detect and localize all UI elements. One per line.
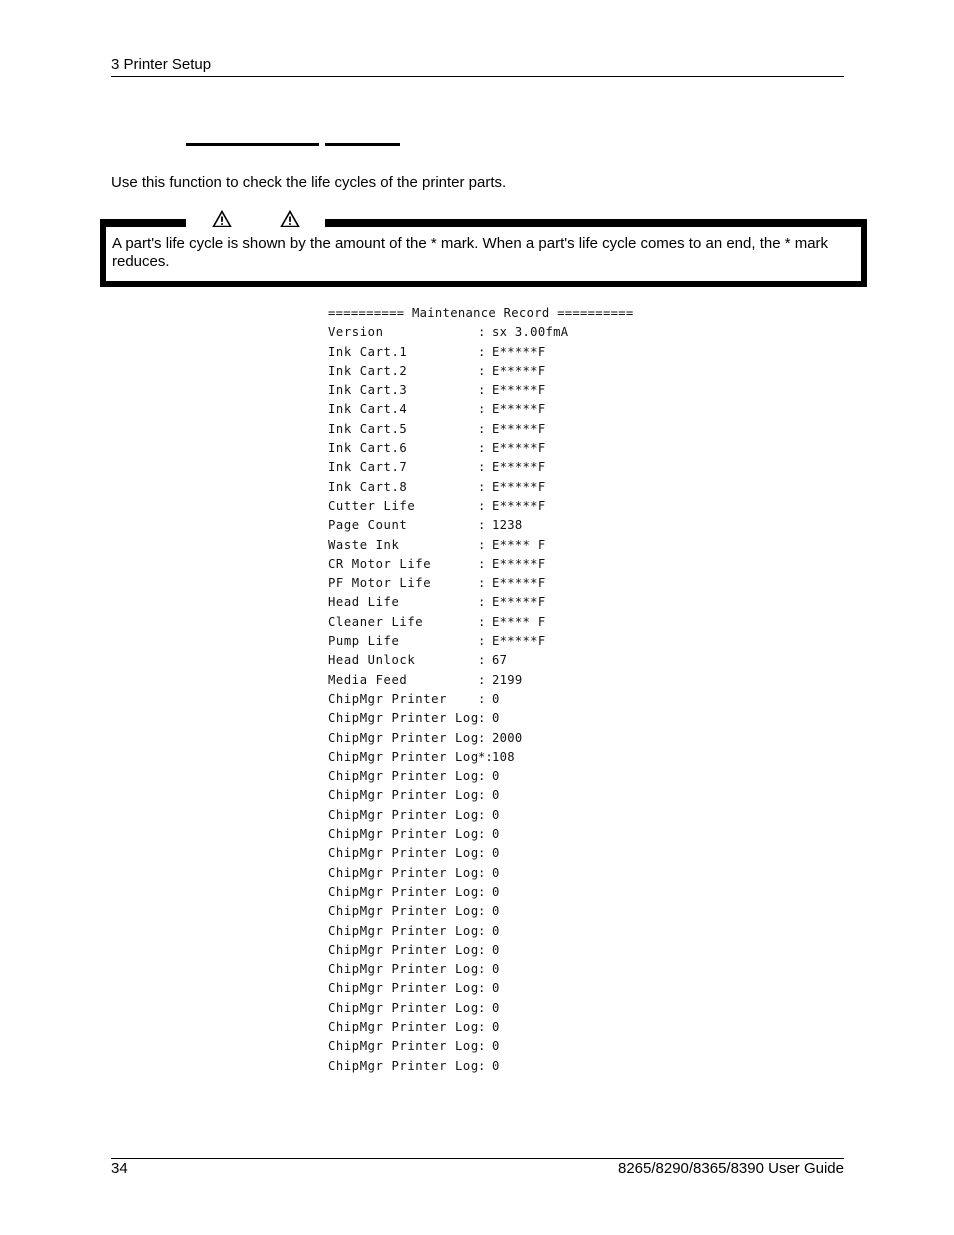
- record-label: Page Count: [328, 518, 408, 533]
- record-separator: :: [478, 498, 486, 513]
- record-separator: :: [478, 904, 486, 919]
- record-value: 67: [492, 653, 508, 668]
- record-row: [328, 632, 648, 651]
- record-row: [328, 536, 648, 555]
- record-label: ChipMgr Printer Log: [328, 884, 479, 899]
- record-row: [328, 1057, 648, 1076]
- record-row: [328, 883, 648, 902]
- record-separator: *:: [478, 749, 493, 764]
- record-label: Ink Cart.5: [328, 421, 408, 436]
- record-value: E*****F: [492, 479, 546, 494]
- record-separator: :: [478, 923, 486, 938]
- intro-paragraph: Use this function to check the life cycles of the printer parts.: [111, 174, 507, 191]
- record-value: 108: [492, 749, 515, 764]
- record-separator: :: [478, 1019, 486, 1034]
- record-label: Ink Cart.2: [328, 363, 408, 378]
- record-row: [328, 497, 648, 516]
- record-label: Head Unlock: [328, 653, 416, 668]
- record-label: ChipMgr Printer Log: [328, 749, 479, 764]
- record-value: E*****F: [492, 460, 546, 475]
- record-separator: :: [478, 518, 486, 533]
- record-separator: :: [478, 865, 486, 880]
- record-separator: :: [478, 942, 486, 957]
- record-separator: :: [478, 595, 486, 610]
- record-row: [328, 400, 648, 419]
- record-value: E**** F: [492, 537, 546, 552]
- record-value: 0: [492, 942, 500, 957]
- record-label: ChipMgr Printer Log: [328, 962, 479, 977]
- record-value: 0: [492, 904, 500, 919]
- record-value: 0: [492, 769, 500, 784]
- record-row: [328, 651, 648, 670]
- record-row: [328, 478, 648, 497]
- section-title-bar: [186, 143, 319, 146]
- footer-rule: [111, 1158, 844, 1159]
- record-label: ChipMgr Printer Log: [328, 1039, 479, 1054]
- record-rows: [328, 323, 648, 1076]
- record-separator: :: [478, 788, 486, 803]
- record-value: E*****F: [492, 576, 546, 591]
- record-row: [328, 613, 648, 632]
- warning-triangle-icon: [280, 210, 300, 228]
- record-separator: :: [478, 537, 486, 552]
- record-value: 0: [492, 788, 500, 803]
- record-row: [328, 729, 648, 748]
- record-row: [328, 748, 648, 767]
- record-row: [328, 786, 648, 805]
- record-row: [328, 902, 648, 921]
- record-separator: :: [478, 614, 486, 629]
- record-separator: :: [478, 691, 486, 706]
- record-separator: :: [478, 344, 486, 359]
- record-row: [328, 671, 648, 690]
- record-value: 0: [492, 1019, 500, 1034]
- record-value: E*****F: [492, 421, 546, 436]
- record-separator: :: [478, 556, 486, 571]
- record-label: ChipMgr Printer Log: [328, 904, 479, 919]
- record-title: ========== Maintenance Record ==========: [328, 306, 634, 320]
- record-label: ChipMgr Printer Log: [328, 865, 479, 880]
- record-row: [328, 439, 648, 458]
- record-label: ChipMgr Printer Log: [328, 1000, 479, 1015]
- record-value: 0: [492, 865, 500, 880]
- record-separator: :: [478, 884, 486, 899]
- record-label: PF Motor Life: [328, 576, 432, 591]
- record-separator: :: [478, 981, 486, 996]
- record-value: 2000: [492, 730, 523, 745]
- record-separator: :: [478, 421, 486, 436]
- record-row: [328, 960, 648, 979]
- record-separator: :: [478, 827, 486, 842]
- record-value: E*****F: [492, 595, 546, 610]
- record-label: ChipMgr Printer Log: [328, 807, 479, 822]
- record-label: Cleaner Life: [328, 614, 424, 629]
- record-value: E*****F: [492, 363, 546, 378]
- record-row: [328, 516, 648, 535]
- record-label: ChipMgr Printer Log: [328, 730, 479, 745]
- record-value: 0: [492, 884, 500, 899]
- record-value: E*****F: [492, 402, 546, 417]
- record-value: E*****F: [492, 634, 546, 649]
- record-value: E*****F: [492, 498, 546, 513]
- record-label: Ink Cart.1: [328, 344, 408, 359]
- record-separator: :: [478, 769, 486, 784]
- guide-title: 8265/8290/8365/8390 User Guide: [617, 1160, 844, 1177]
- record-row: [328, 458, 648, 477]
- record-separator: :: [478, 730, 486, 745]
- record-value: 0: [492, 962, 500, 977]
- record-label: Head Life: [328, 595, 400, 610]
- record-row: [328, 323, 648, 342]
- record-separator: :: [478, 846, 486, 861]
- record-separator: :: [478, 479, 486, 494]
- record-row: [328, 767, 648, 786]
- record-value: 0: [492, 923, 500, 938]
- record-label: ChipMgr Printer Log: [328, 711, 479, 726]
- record-row: [328, 555, 648, 574]
- record-value: E*****F: [492, 344, 546, 359]
- record-label: CR Motor Life: [328, 556, 432, 571]
- record-label: Version: [328, 325, 384, 340]
- record-separator: :: [478, 653, 486, 668]
- record-value: 0: [492, 807, 500, 822]
- record-label: ChipMgr Printer Log: [328, 827, 479, 842]
- record-row: [328, 979, 648, 998]
- caution-text: A part's life cycle is shown by the amount of the * mark. When a part's life cycle comes to an end, the * mark reduces.: [112, 235, 829, 270]
- record-separator: :: [478, 672, 486, 687]
- record-value: 0: [492, 1039, 500, 1054]
- record-separator: :: [478, 807, 486, 822]
- record-label: Ink Cart.6: [328, 441, 408, 456]
- record-label: ChipMgr Printer Log: [328, 981, 479, 996]
- record-separator: :: [478, 325, 486, 340]
- record-row: [328, 999, 648, 1018]
- record-separator: :: [478, 711, 486, 726]
- record-row: [328, 343, 648, 362]
- record-value: 1238: [492, 518, 523, 533]
- record-row: [328, 825, 648, 844]
- record-separator: :: [478, 1058, 486, 1073]
- record-row: [328, 1018, 648, 1037]
- record-separator: :: [478, 363, 486, 378]
- maintenance-record-printout: [328, 304, 648, 1076]
- record-separator: :: [478, 441, 486, 456]
- record-row: [328, 864, 648, 883]
- record-label: Ink Cart.7: [328, 460, 408, 475]
- record-label: Ink Cart.8: [328, 479, 408, 494]
- record-value: sx 3.00fmA: [492, 325, 569, 340]
- record-label: Cutter Life: [328, 498, 416, 513]
- record-value: E*****F: [492, 441, 546, 456]
- record-value: E*****F: [492, 556, 546, 571]
- record-value: 0: [492, 691, 500, 706]
- running-header: 3 Printer Setup: [111, 56, 212, 73]
- record-row: [328, 922, 648, 941]
- record-label: ChipMgr Printer Log: [328, 1019, 479, 1034]
- record-label: ChipMgr Printer Log: [328, 942, 479, 957]
- record-separator: :: [478, 962, 486, 977]
- record-value: 0: [492, 711, 500, 726]
- record-separator: :: [478, 634, 486, 649]
- page-number: 34: [111, 1160, 128, 1177]
- record-label: ChipMgr Printer: [328, 691, 448, 706]
- record-value: E**** F: [492, 614, 546, 629]
- record-row: [328, 690, 648, 709]
- record-label: ChipMgr Printer Log: [328, 769, 479, 784]
- record-row: [328, 420, 648, 439]
- record-label: Ink Cart.3: [328, 383, 408, 398]
- header-rule: [111, 76, 844, 77]
- warning-triangle-icon: [212, 210, 232, 228]
- record-value: 0: [492, 981, 500, 996]
- record-separator: :: [478, 460, 486, 475]
- record-label: ChipMgr Printer Log: [328, 788, 479, 803]
- record-value: 0: [492, 1000, 500, 1015]
- record-row: [328, 593, 648, 612]
- record-row: [328, 844, 648, 863]
- record-label: Waste Ink: [328, 537, 400, 552]
- record-row: [328, 574, 648, 593]
- record-label: Pump Life: [328, 634, 400, 649]
- record-label: ChipMgr Printer Log: [328, 846, 479, 861]
- record-value: 0: [492, 1058, 500, 1073]
- record-value: 0: [492, 827, 500, 842]
- record-separator: :: [478, 1000, 486, 1015]
- record-separator: :: [478, 383, 486, 398]
- record-separator: :: [478, 576, 486, 591]
- record-label: ChipMgr Printer Log: [328, 923, 479, 938]
- record-row: [328, 941, 648, 960]
- record-value: E*****F: [492, 383, 546, 398]
- record-row: [328, 709, 648, 728]
- record-label: Media Feed: [328, 672, 408, 687]
- record-separator: :: [478, 402, 486, 417]
- record-value: 0: [492, 846, 500, 861]
- section-title-bar: [325, 143, 400, 146]
- record-label: ChipMgr Printer Log: [328, 1058, 479, 1073]
- record-row: [328, 362, 648, 381]
- record-row: [328, 381, 648, 400]
- record-row: [328, 806, 648, 825]
- record-separator: :: [478, 1039, 486, 1054]
- record-row: [328, 1037, 648, 1056]
- record-label: Ink Cart.4: [328, 402, 408, 417]
- record-value: 2199: [492, 672, 523, 687]
